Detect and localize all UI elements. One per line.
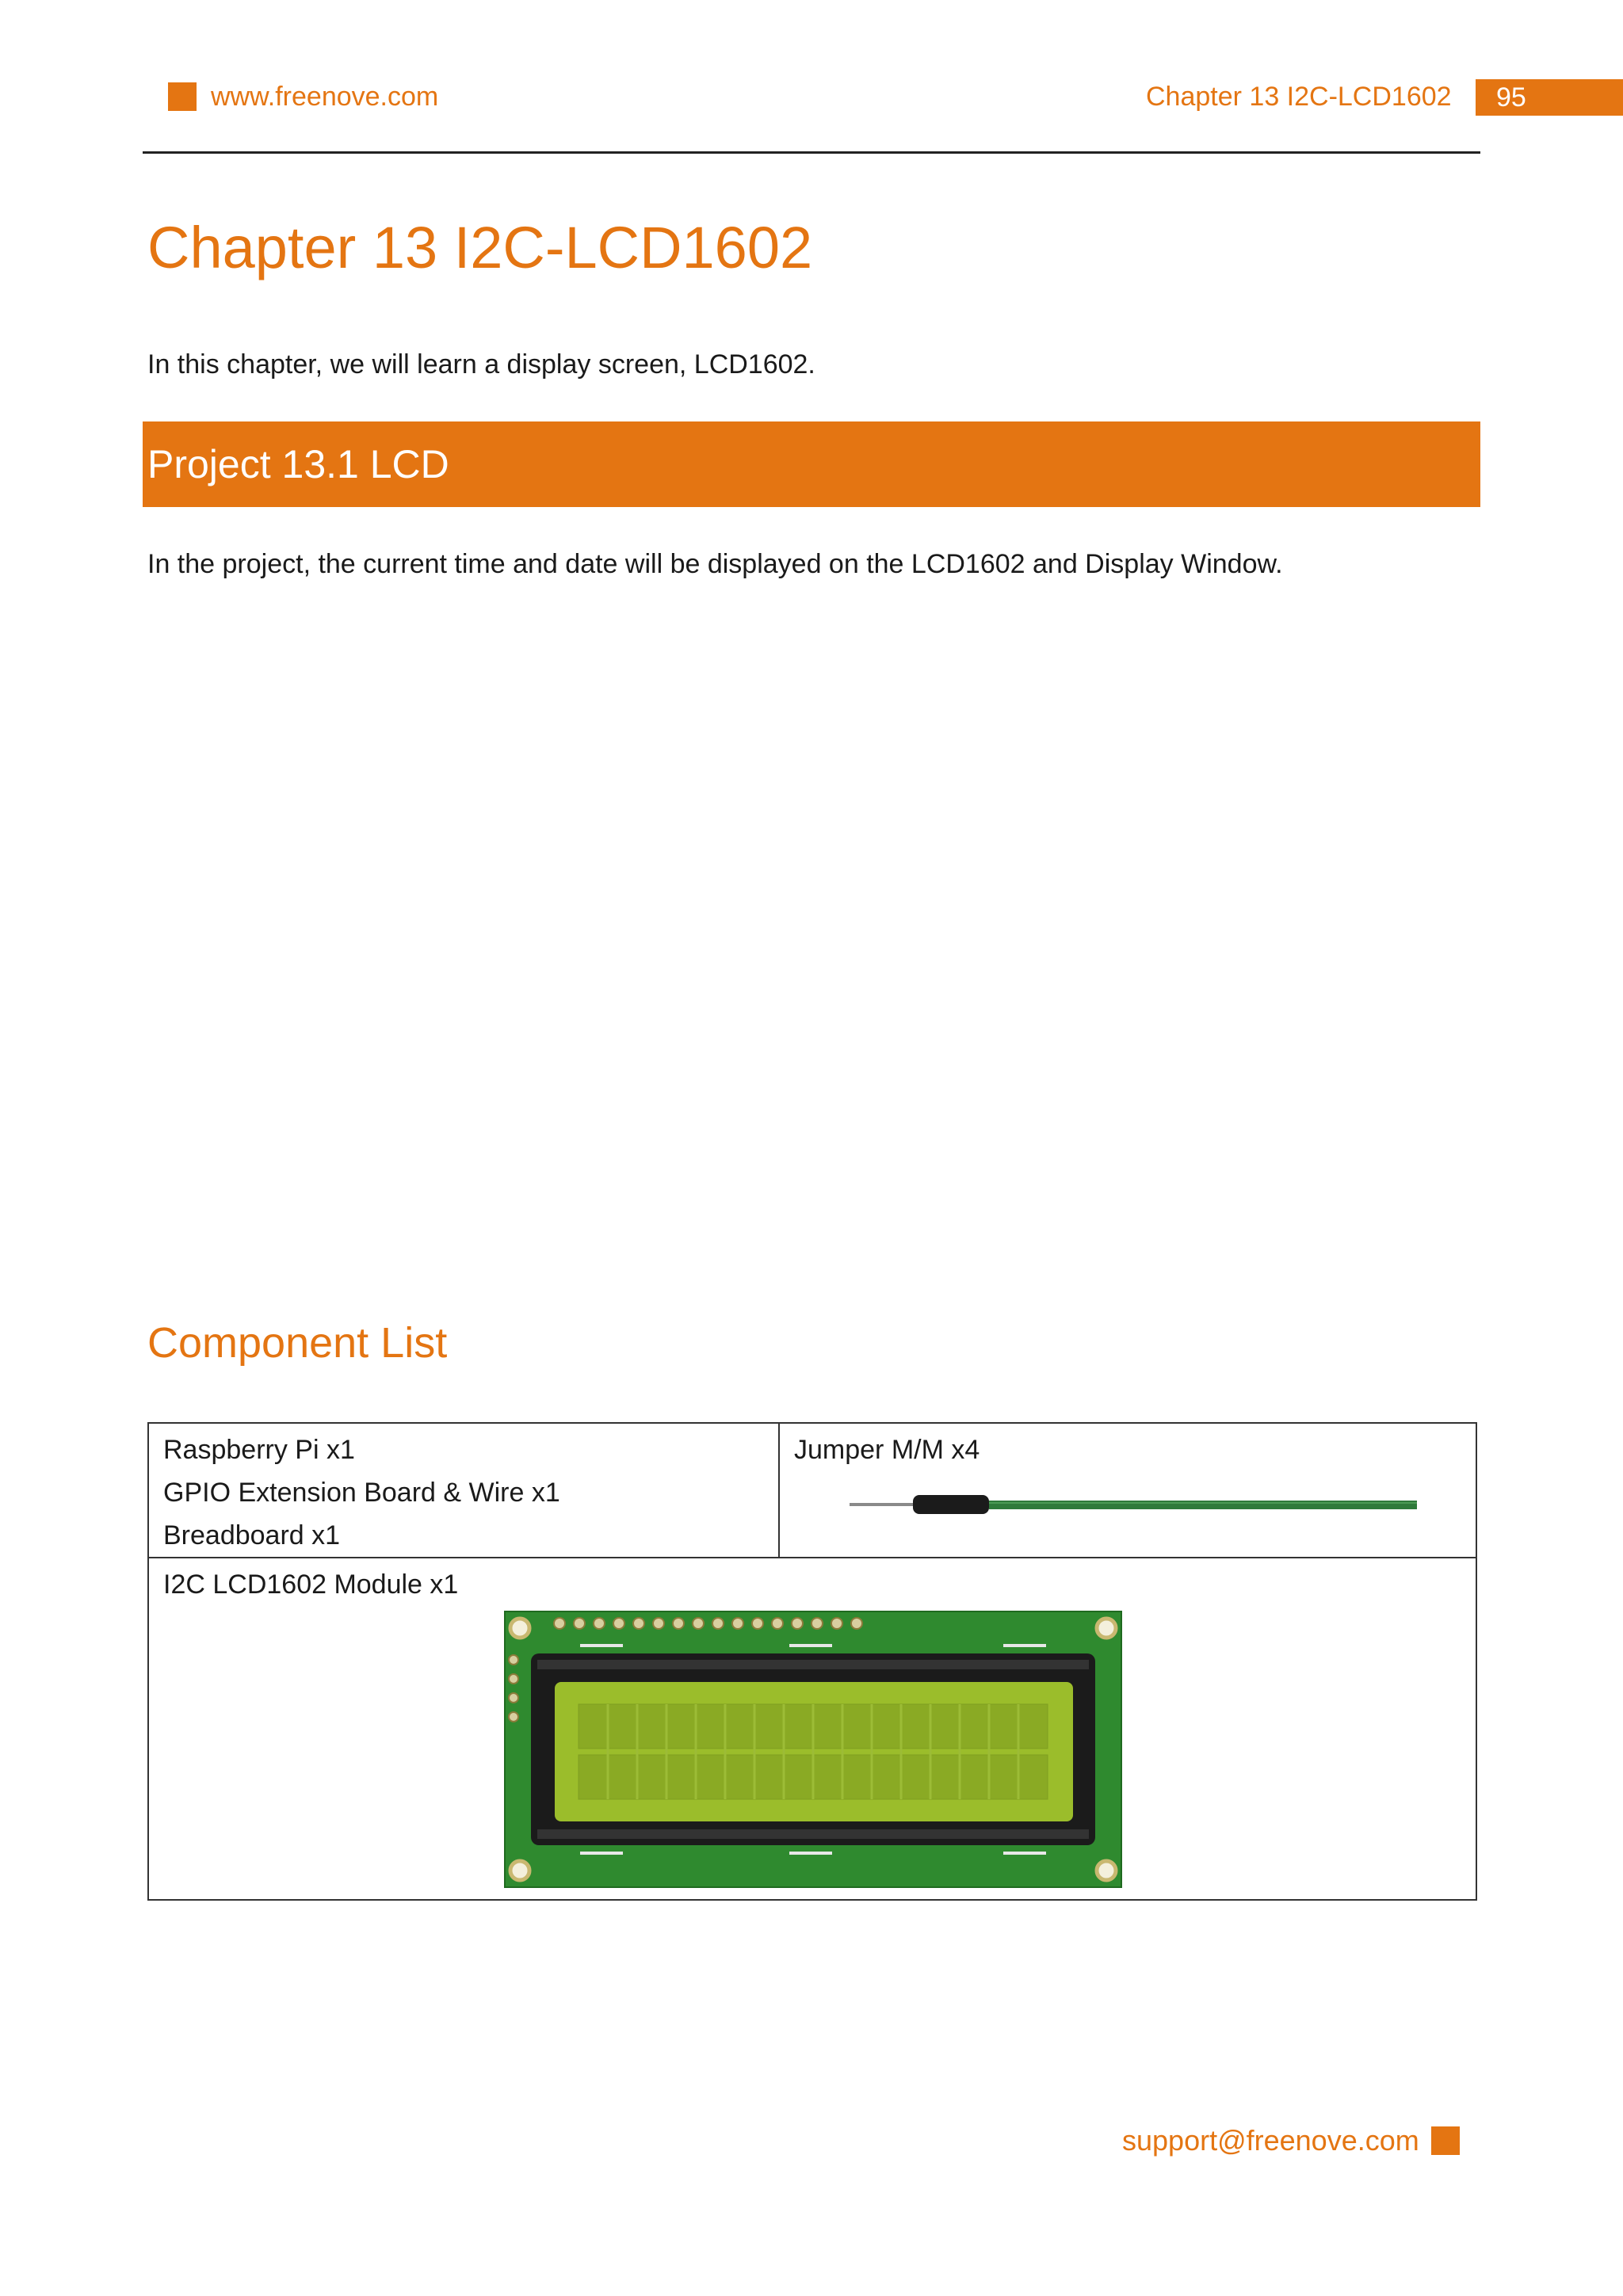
component-cell-basics xyxy=(148,1423,779,1558)
jumper-label: Jumper M/M x4 xyxy=(794,1435,980,1465)
jumper-wire-image xyxy=(850,1489,1436,1520)
header-site-link[interactable]: www.freenove.com xyxy=(211,82,439,112)
lcd1602-module-image xyxy=(504,1611,1122,1888)
project-title: Project 13.1 LCD xyxy=(147,442,449,486)
component-item: Breadboard x1 xyxy=(163,1520,341,1550)
intro-text: In this chapter, we will learn a display screen, LCD1602. xyxy=(147,349,815,379)
lcd-module-label: I2C LCD1602 Module x1 xyxy=(163,1569,459,1600)
project-banner xyxy=(143,421,1480,507)
component-cell-lcd xyxy=(148,1558,1476,1900)
footer-email-link[interactable]: support@freenove.com xyxy=(1122,2124,1419,2157)
footer-square-icon xyxy=(1431,2126,1460,2155)
component-cell-jumper xyxy=(779,1423,1476,1558)
component-item: Raspberry Pi x1 xyxy=(163,1435,355,1465)
chapter-title: Chapter 13 I2C-LCD1602 xyxy=(147,215,813,280)
header-square-icon xyxy=(168,82,197,111)
component-item: GPIO Extension Board & Wire x1 xyxy=(163,1478,560,1508)
header-rule xyxy=(143,151,1480,154)
header-chapter-label: Chapter 13 I2C-LCD1602 xyxy=(1146,82,1452,112)
project-description: In the project, the current time and date will be displayed on the LCD1602 and Display Window. xyxy=(147,549,1283,579)
page-number: 95 xyxy=(1476,79,1623,116)
component-list-title: Component List xyxy=(147,1319,448,1367)
component-table xyxy=(147,1422,1477,1901)
